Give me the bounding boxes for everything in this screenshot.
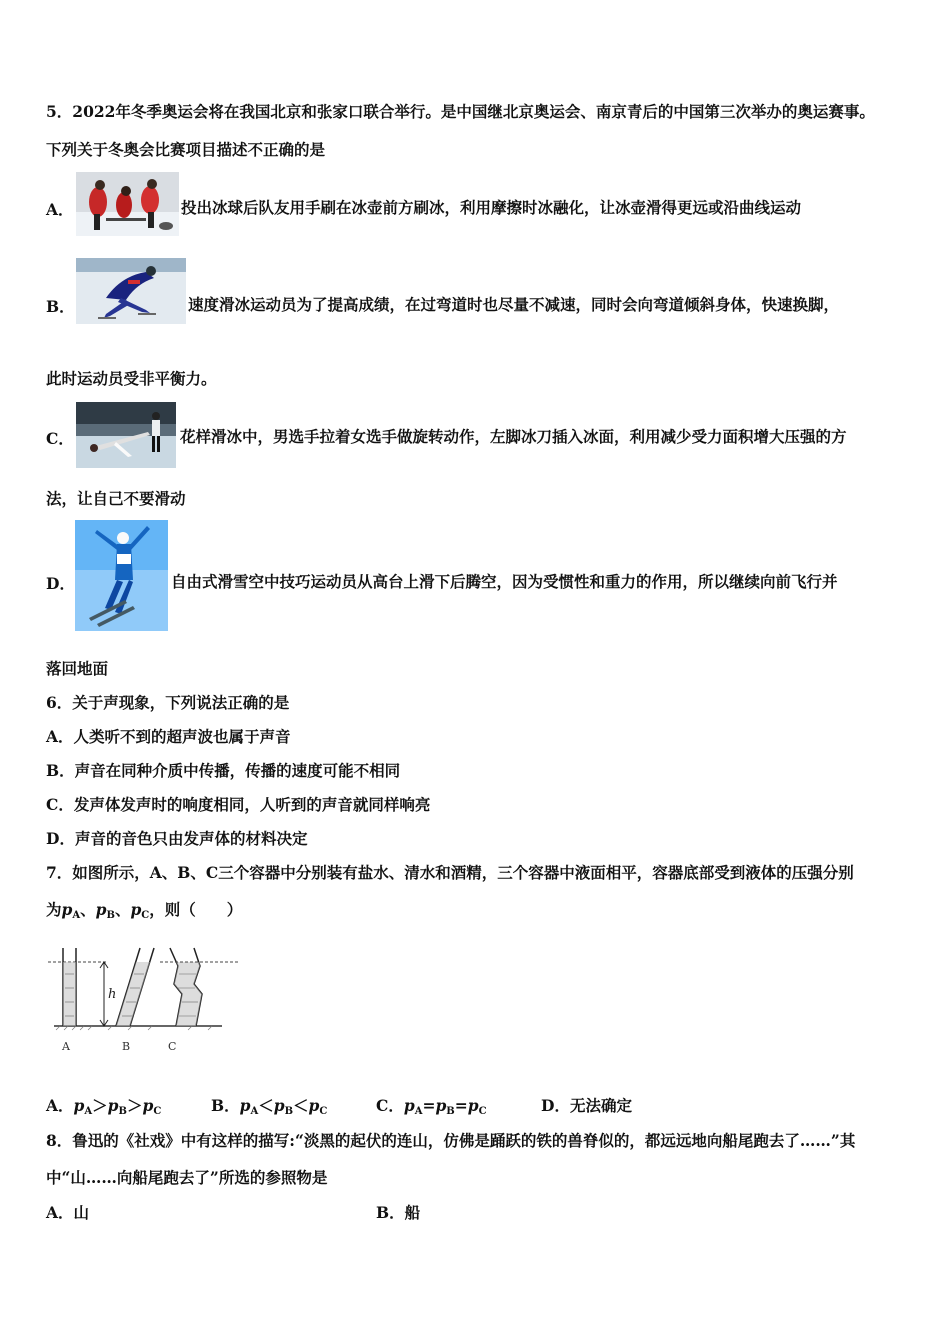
q7-option-b: B．$p_A<p_B<p_C$: [211, 1096, 328, 1117]
container-a: [63, 948, 76, 1026]
q5-option-d-text: 自由式滑雪空中技巧运动员从高台上滑下后腾空，因为受惯性和重力的作用，所以继续向前飞行并: [171, 572, 838, 591]
q5-option-a-label: A．: [46, 200, 74, 219]
q5-stem-line2: 下列关于冬奥会比赛项目描述不正确的是: [46, 140, 326, 159]
q5-option-c-cont: 法，让自己不要滑动: [46, 489, 186, 508]
q5-option-c-label: C．: [46, 429, 74, 448]
q6-option-b: B．声音在同种介质中传播，传播的速度可能不相同: [46, 761, 401, 780]
q5-option-a-text: 投出冰球后队友用手刷在冰壶前方刷冰，利用摩擦时冰融化，让冰壶滑得更远或沿曲线运动: [181, 198, 802, 217]
curling-photo: [76, 172, 179, 236]
q5-option-b-text: 速度滑冰运动员为了提高成绩，在过弯道时也尽量不减速，同时会向弯道倾斜身体，快速换脚，: [188, 295, 840, 314]
height-marker: [100, 962, 116, 1026]
container-b: [116, 948, 154, 1026]
q5-option-b-label: B．: [46, 297, 75, 316]
q5-option-d-cont: 落回地面: [46, 659, 109, 678]
q7-option-a: A．$p_A>p_B>p_C$: [46, 1096, 162, 1117]
q8-option-b: B．船: [376, 1203, 421, 1222]
q6-option-d: D．声音的音色只由发声体的材料决定: [46, 829, 308, 848]
q5-option-c-text: 花样滑冰中，男选手拉着女选手做旋转动作，左脚冰刀插入冰面，利用减少受力面积增大压强的方: [180, 427, 847, 446]
q7-stem-line2: 为$p_A$、$p_B$、$p_C$，则（ ）: [46, 900, 243, 921]
containers-figure: [48, 944, 248, 1056]
figure-skating-photo: [76, 402, 176, 468]
q8-option-a: A．山: [46, 1203, 90, 1222]
label-a: A: [62, 1040, 70, 1053]
q6-option-a: A．人类听不到的超声波也属于声音: [46, 727, 291, 746]
height-label: h: [108, 987, 117, 1002]
q8-stem-line1: 8．鲁迅的《社戏》中有这样的描写:“淡黑的起伏的连山，仿佛是踊跃的铁的兽脊似的，都远远地向船尾跑去了……”其: [46, 1131, 856, 1150]
q7-option-c: C．$p_A=p_B=p_C$: [376, 1096, 487, 1117]
q5-stem-line1: 5．2022年冬季奥运会将在我国北京和张家口联合举行。是中国继北京奥运会、南京青后的中国第三次举办的奥运赛事。: [46, 102, 875, 121]
q6-option-c: C．发声体发声时的响度相同，人听到的声音就同样响亮: [46, 795, 431, 814]
q8-stem-line2: 中“山……向船尾跑去了”所选的参照物是: [46, 1168, 328, 1187]
q7-stem-line1: 7．如图所示，A、B、C三个容器中分别装有盐水、清水和酒精，三个容器中液面相平，容器底部受到液体的压强分别: [46, 863, 854, 882]
label-b: B: [122, 1040, 131, 1053]
speed-skating-photo: [76, 258, 186, 324]
q5-option-b-cont: 此时运动员受非平衡力。: [46, 369, 217, 388]
label-c: C: [168, 1040, 177, 1053]
q5-option-d-label: D．: [46, 574, 75, 593]
q7-option-d: D．无法确定: [541, 1096, 632, 1115]
q6-stem: 6．关于声现象，下列说法正确的是: [46, 693, 290, 712]
aerial-skiing-photo: [75, 520, 168, 631]
container-c: [160, 948, 238, 1026]
